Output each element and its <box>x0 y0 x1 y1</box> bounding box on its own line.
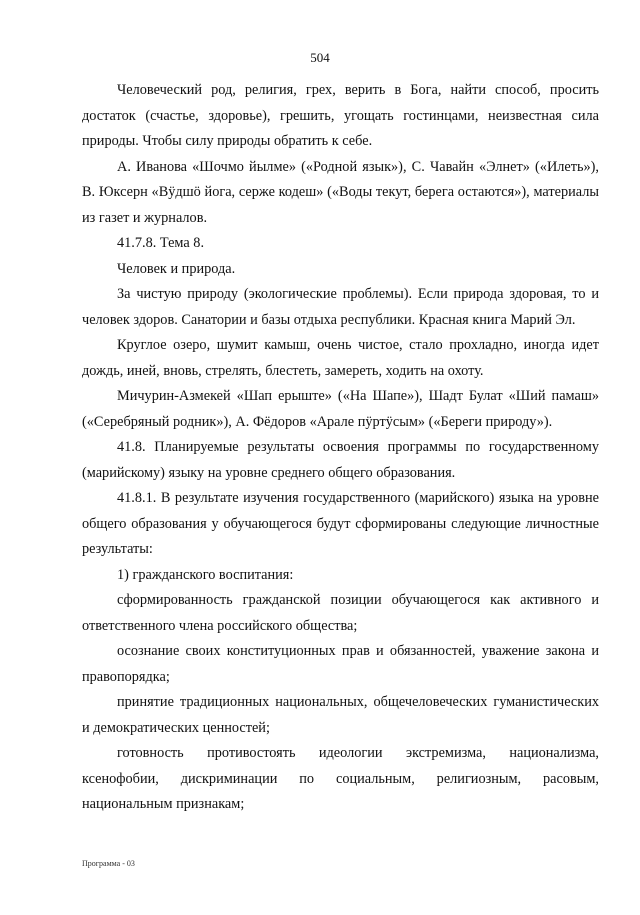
footer-program-label: Программа - 03 <box>82 859 135 868</box>
paragraph-civic-position: сформированность гражданской позиции обучающегося как активного и ответственного члена российского общества; <box>82 592 599 634</box>
section-heading-41-7-8: 41.7.8. Тема 8. <box>117 235 205 251</box>
document-body <box>82 78 599 818</box>
paragraph-nature-vocabulary: Круглое озеро, шумит камыш, очень чистое, стало прохладно, иногда идет дождь, иней, вновь, стрелять, блестеть, замереть, ходить на охоту. <box>82 337 599 379</box>
paragraph-clean-nature: За чистую природу (экологические проблемы). Если природа здоровая, то и человек здоров. Санатории и базы отдыха республики. Красная книга Марий Эл. <box>82 286 599 328</box>
section-heading-41-8: 41.8. Планируемые результаты освоения программы по государственному (марийскому) языку на уровне среднего общего образования. <box>82 439 599 481</box>
paragraph-nature-literature: Мичурин-Азмекей «Шап ерыште» («На Шапе»), Шадт Булат «Ший памаш» («Серебряный родник»), А. Фёдоров «Арале пӱртӱсым» («Береги природу»). <box>82 388 599 430</box>
paragraph-counter-extremism: готовность противостоять идеологии экстремизма, национализма, ксенофобии, дискриминации по социальным, религиозным, расовым, национальным признакам; <box>82 745 599 812</box>
paragraph-literature-list: А. Иванова «Шочмо йылме» («Родной язык»), С. Чавайн «Элнет» («Илеть»), В. Юксерн «Вӱдшӧ йога, серже кодеш» («Воды текут, берега остаются»), материалы из газет и журналов. <box>82 158 599 226</box>
paragraph-41-8-1: 41.8.1. В результате изучения государственного (марийского) языка на уровне общего образования у обучающегося будут сформированы следующие личностные результаты: <box>82 490 599 557</box>
paragraph-democratic-values: принятие традиционных национальных, общечеловеческих гуманистических и демократических ценностей; <box>82 694 599 736</box>
page-number: 504 <box>310 50 330 65</box>
list-item-civic-education: 1) гражданского воспитания: <box>117 566 294 583</box>
paragraph-religion-vocabulary: Человеческий род, религия, грех, верить в Бога, найти способ, просить достаток (счастье, здоровье), грешить, угощать гостинцами, неизвестная сила природы. Чтобы силу природы обратить к себе. <box>82 82 599 149</box>
topic-title: Человек и природа. <box>117 260 236 277</box>
paragraph-constitutional-rights: осознание своих конституционных прав и обязанностей, уважение закона и правопорядка; <box>82 643 599 685</box>
